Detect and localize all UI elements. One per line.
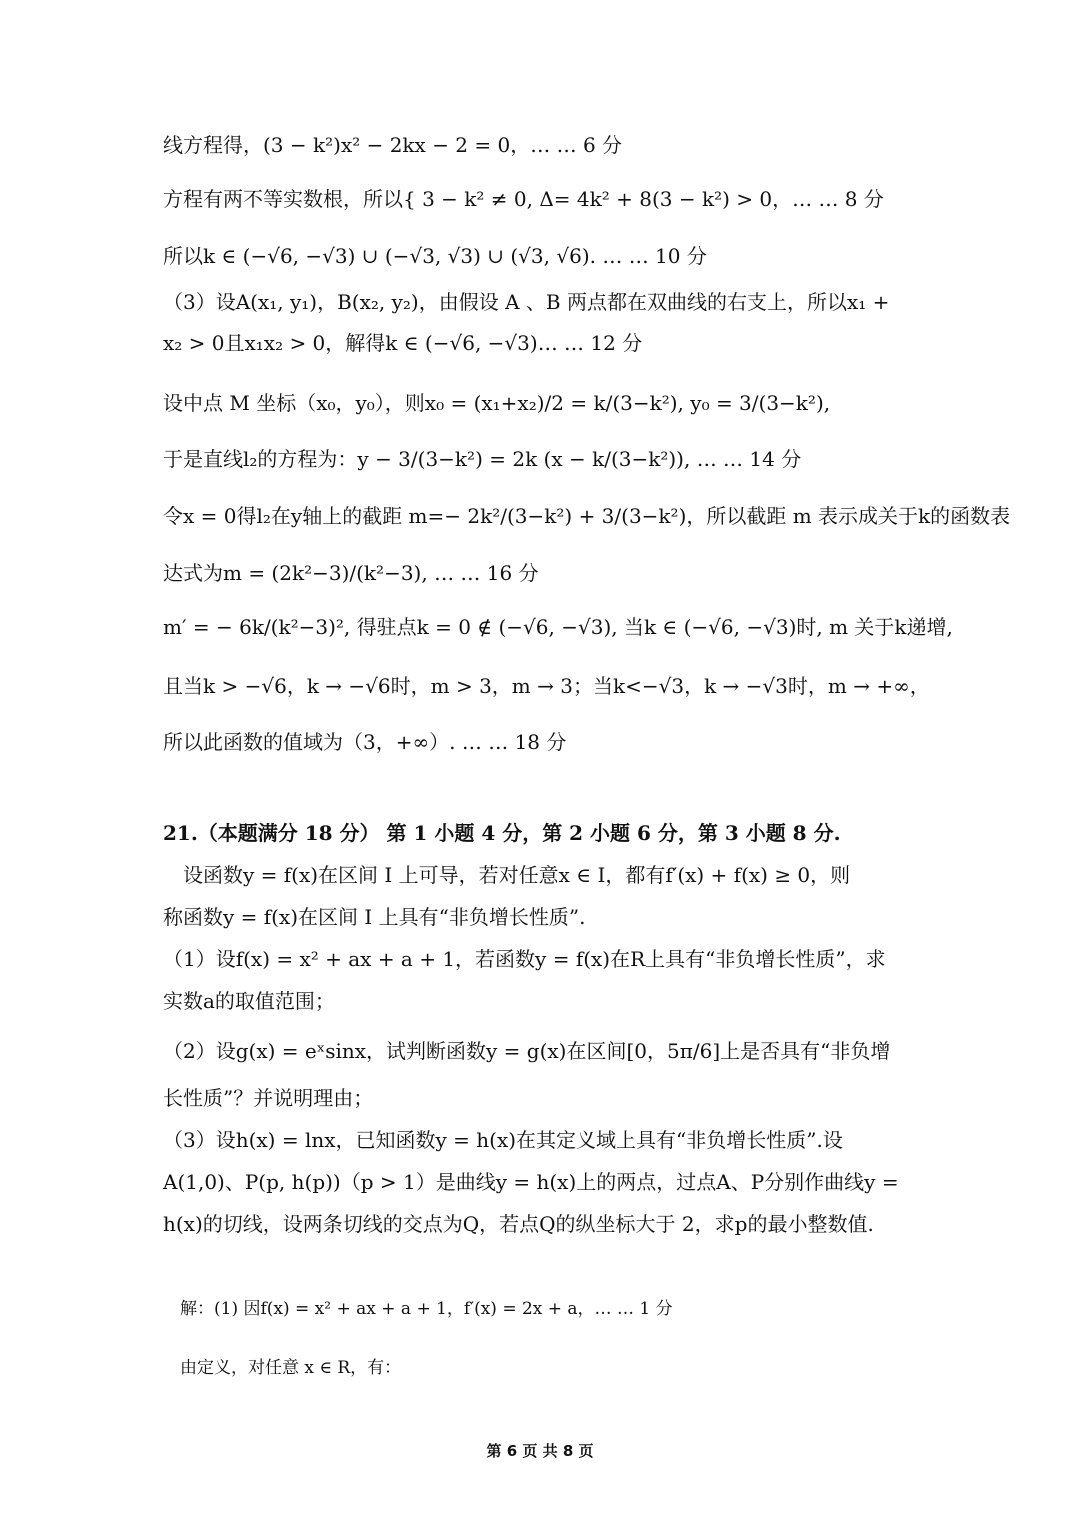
- text-line-11: 且当k > −√6，k → −√6时，m > 3，m → 3；当k<−√3，k → −√3时，m → +∞，: [163, 674, 930, 698]
- text-line-7: 于是直线l₂的方程为：y − 3/(3−k²) = 2k (x − k/(3−k²)), … … 14 分: [163, 447, 802, 471]
- text-line-1: 线方程得，(3 − k²)x² − 2kx − 2 = 0，… … 6 分: [163, 133, 623, 157]
- text-line-17: 实数a的取值范围；: [163, 989, 335, 1013]
- text-line-8: 令x = 0得l₂在y轴上的截距 m=− 2k²/(3−k²) + 3/(3−k²)，所以截距 m 表示成关于k的函数表: [163, 504, 1011, 528]
- text-line-16: （1）设f(x) = x² + ax + a + 1，若函数y = f(x)在R上具有“非负增长性质”，求: [163, 947, 886, 971]
- question-heading: 21.（本题满分 18 分） 第 1 小题 4 分，第 2 小题 6 分，第 3 小题 8 分.: [163, 821, 841, 845]
- text-line-24: 由定义，对任意 x ∈ R，有：: [163, 1358, 402, 1378]
- page-footer: 第 6 页 共 8 页: [486, 1442, 594, 1460]
- text-line-15: 称函数y = f(x)在区间 I 上具有“非负增长性质”.: [163, 905, 586, 929]
- text-line-6: 设中点 M 坐标（x₀，y₀），则x₀ = (x₁+x₂)/2 = k/(3−k²), y₀ = 3/(3−k²),: [163, 391, 831, 415]
- text-line-3: 所以k ∈ (−√6, −√3) ∪ (−√3, √3) ∪ (√3, √6). … … 10 分: [163, 244, 707, 268]
- text-line-2: 方程有两不等实数根，所以{ 3 − k² ≠ 0, Δ= 4k² + 8(3 − k²) > 0，… … 8 分: [163, 187, 884, 211]
- text-line-18: （2）设g(x) = eˣsinx，试判断函数y = g(x)在区间[0，5π/6]上是否具有“非负增: [163, 1039, 891, 1063]
- text-line-5: x₂ > 0且x₁x₂ > 0，解得k ∈ (−√6, −√3)… … 12 分: [163, 331, 643, 355]
- text-line-23: 解：(1) 因f(x) = x² + ax + a + 1，f′(x) = 2x + a，… … 1 分: [163, 1299, 673, 1319]
- text-line-14: 设函数y = f(x)在区间 I 上可导，若对任意x ∈ I，都有f′(x) + f(x) ≥ 0，则: [163, 863, 851, 887]
- text-line-21: A(1,0)、P(p, h(p))（p > 1）是曲线y = h(x)上的两点，过点A、P分别作曲线y =: [163, 1170, 899, 1194]
- text-line-19: 长性质”？并说明理由；: [163, 1086, 374, 1110]
- text-line-9: 达式为m = (2k²−3)/(k²−3), … … 16 分: [163, 561, 539, 585]
- text-line-22: h(x)的切线，设两条切线的交点为Q，若点Q的纵坐标大于 2，求p的最小整数值.: [163, 1212, 874, 1236]
- text-line-20: （3）设h(x) = lnx，已知函数y = h(x)在其定义域上具有“非负增长性质”.设: [163, 1128, 843, 1152]
- text-line-12: 所以此函数的值域为（3，+∞）. … … 18 分: [163, 730, 567, 754]
- text-line-4: （3）设A(x₁, y₁)，B(x₂, y₂)，由假设 A 、B 两点都在双曲线的右支上，所以x₁ +: [163, 290, 890, 314]
- text-line-10: m′ = − 6k/(k²−3)², 得驻点k = 0 ∉ (−√6, −√3), 当k ∈ (−√6, −√3)时, m 关于k递增,: [163, 615, 953, 639]
